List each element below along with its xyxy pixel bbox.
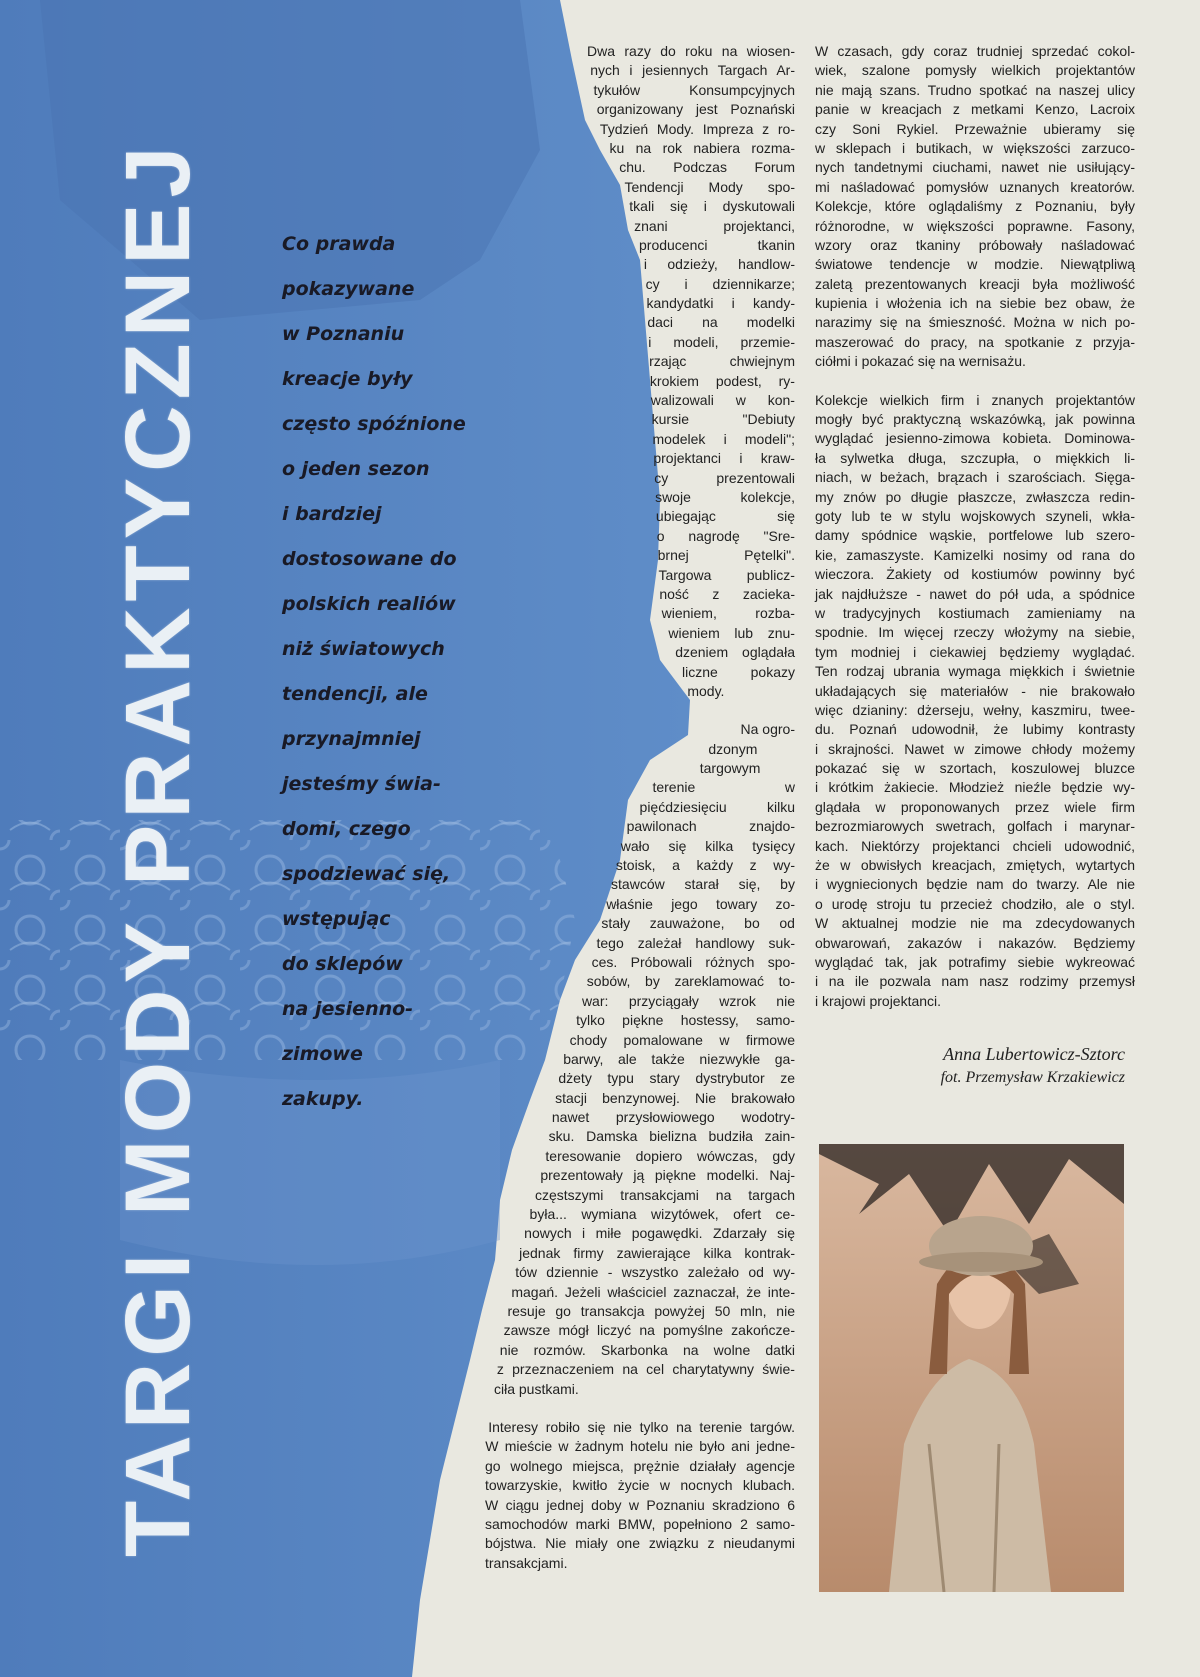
text-line: więc dzianiny: dżerseju, wełny, kaszmiru, twee-: [815, 701, 1135, 718]
text-line: w tradycyjnych kostiumach zamieniamy na: [815, 604, 1135, 621]
text-line: glądała w proponowanych przez wiele firm: [815, 798, 1135, 815]
pull-quote-line: o jeden sezon: [282, 458, 430, 480]
text-line: nawet przysłowiowego wodotry-: [551, 1109, 795, 1126]
text-line: tym modniej i ciekawiej będziemy wyglądać.: [815, 643, 1135, 660]
text-line: ciółmi i pokazać się na wernisażu.: [815, 353, 1026, 370]
text-line: stacji benzynowej. Nie brakowało: [555, 1089, 795, 1106]
text-line: wieczora. Żakiety od kostiumów powinny być: [815, 566, 1135, 583]
text-line: du. Poznań udowodnił, że lubimy kontrasty: [815, 721, 1135, 738]
text-line: wyglądać tak, jak potrafimy siebie wykreować: [815, 953, 1135, 970]
text-line: jak najdłuższe - nawet do pół uda, a spódnice: [815, 585, 1135, 602]
text-line: ność z zacieka-: [659, 585, 795, 602]
text-line: wieniem, rozba-: [661, 605, 795, 622]
text-line: dżety typu stary dystrybutor ze: [558, 1070, 795, 1087]
pull-quote-line: zimowe: [282, 1043, 363, 1065]
text-line: nych i jesiennych Targach Ar-: [590, 62, 795, 79]
text-line: niach, w beżach, brązach i szarościach. Sięga-: [815, 469, 1135, 486]
text-line: tego zależał handlowy suk-: [596, 934, 795, 951]
text-line: pokazać się w szortach, koszulowej bluzce: [815, 760, 1135, 777]
pull-quote-line: w Poznaniu: [282, 323, 405, 345]
text-line: czy Soni Rykiel. Przeważnie ubieramy się: [815, 120, 1135, 137]
text-line: Interesy robiło się nie tylko na terenie targów.: [488, 1418, 795, 1435]
text-line: cy prezentowali: [654, 469, 795, 486]
text-line: ku na rok nabiera rozma-: [609, 139, 795, 156]
text-line: w sklepach i butikach, w większości zarzuco-: [815, 139, 1135, 156]
text-line: war: przyciągały wzrok nie: [581, 992, 795, 1009]
text-line: W czasach, gdy coraz trudniej sprzedać cokol-: [815, 43, 1135, 59]
text-line: chu. Podczas Forum: [619, 159, 795, 176]
text-line: wzory oraz tkaniny próbowały naśladować: [815, 236, 1135, 253]
text-line: światowe tendencje w modzie. Niewątpliwą: [815, 256, 1135, 273]
text-line: transakcjami.: [485, 1554, 568, 1571]
text-line: kandydatki i kandy-: [646, 295, 795, 312]
text-line: jednak firmy zawierające kilka kontrak-: [519, 1244, 795, 1261]
text-line: że w obwisłych kreacjach, zmiętych, wytartych: [815, 857, 1135, 874]
text-line: była... wymiana wizytówek, ofert ce-: [529, 1206, 795, 1223]
text-line: układających się materiałów - nie brakowało: [815, 682, 1135, 699]
text-line: stawców starał się, by: [611, 876, 795, 893]
text-line: Ten rodzaj ubrania wymaga miękkich i świetnie: [815, 663, 1135, 680]
text-line: mody.: [687, 682, 725, 699]
paragraph-gap: [815, 372, 1135, 391]
text-line: goty lub te w stylu wojskowych szyneli, wkła-: [815, 507, 1135, 524]
text-line: tkali się i dyskutowali: [629, 198, 795, 215]
text-line: obwarowań, zakazów i nakazów. Będziemy: [815, 934, 1135, 951]
text-line: bezrozmiarowych swetrach, golfach i marynar-: [815, 818, 1135, 835]
pull-quote-line: pokazywane: [282, 278, 415, 300]
text-line: organizowany jest Poznański: [596, 101, 795, 118]
text-line: modelek i modeli";: [652, 430, 795, 447]
text-line: damy spódnice wąskie, portfelowe lub szero-: [815, 527, 1135, 544]
text-line: narazimy się na śmieszność. Można w nich po-: [815, 314, 1135, 331]
pull-quote-line: niż światowych: [282, 638, 445, 660]
text-line: towarzyskie, kwitło życie w nocnych klubach.: [485, 1477, 795, 1494]
text-line: Na ogro-: [740, 721, 795, 738]
text-line: nych tandetnymi ciuchami, nawet nie usiłujący-: [815, 159, 1135, 176]
text-line: krokiem podest, ry-: [649, 372, 795, 389]
pull-quote: [282, 222, 472, 1122]
text-line: prezentowały ją piękne modelki. Naj-: [540, 1167, 795, 1184]
text-line: o nagrodę "Sre-: [656, 527, 795, 544]
text-line: stały zauważone, bo od: [601, 915, 795, 932]
pull-quote-line: wstępując: [282, 908, 391, 930]
text-line: my znów po długie płaszcze, zwłaszcza redin-: [815, 488, 1135, 505]
text-line: magań. Jeżeli właściciel zaznaczał, że inte-: [511, 1283, 795, 1300]
text-line: liczne pokazy: [681, 663, 795, 680]
text-line: rzając chwiejnym: [649, 353, 795, 370]
text-line: sku. Damska bielizna budziła zain-: [548, 1128, 795, 1145]
text-line: mogły być praktyczną wskazówką, jak powinna: [815, 411, 1135, 428]
pull-quote-line: zakupy.: [282, 1088, 364, 1110]
text-line: znani projektanci,: [634, 217, 795, 234]
text-line: tylko piękne hostessy, samo-: [576, 1012, 795, 1029]
text-line: nowych i miłe pogawędki. Zdarzały się: [524, 1225, 795, 1242]
text-line: W ciągu jednej doby w Poznaniu skradziono 6: [485, 1496, 795, 1513]
text-line: tykułów Konsumpcyjnych: [593, 81, 795, 98]
text-line: maszerować do pracy, na spotkanie z przyja-: [815, 333, 1135, 350]
text-line: i krajowi projektanci.: [815, 992, 942, 1009]
text-line: tów dziennie - wszystko zależało od wy-: [515, 1264, 795, 1281]
text-line: Tydzień Mody. Impreza z ro-: [599, 120, 795, 137]
text-line: z przeznaczeniem na cel charytatywny świe-: [496, 1361, 795, 1378]
text-line: chody pomalowane w firmowe: [569, 1031, 795, 1048]
text-line: projektanci i kraw-: [653, 450, 795, 467]
text-line: wieniem lub znu-: [668, 624, 795, 641]
photo-credit: fot. Przemysław Krzakiewicz: [940, 1069, 1125, 1086]
text-line: i wygniecionych będzie nam do twarzy. Ale nie: [815, 876, 1135, 893]
text-line: i na ile pozwala nam nasz rodzimy przemysł: [815, 973, 1135, 990]
pull-quote-line: kreacje były: [282, 368, 413, 390]
text-line: mi naśladować pomysłów uznanych kreatorów.: [815, 178, 1135, 195]
text-line: panie w kreacjach z metkami Kenzo, Lacroix: [815, 101, 1135, 118]
pull-quote-line: i bardziej: [282, 503, 382, 525]
text-line: i odzieży, handlow-: [643, 256, 795, 273]
text-line: wało się kilka tysięcy: [620, 837, 795, 854]
paragraph-gap: [465, 1399, 795, 1418]
pull-quote-line: jesteśmy świa-: [282, 773, 441, 795]
text-line: częstszymi transakcjami na targach: [534, 1186, 795, 1203]
fashion-photo: [819, 1144, 1124, 1592]
text-line: właśnie jego towary zo-: [606, 895, 795, 912]
pull-quote-line: często spóźnione: [282, 413, 466, 435]
text-line: o urodę stroju tu przecież chodziło, ale o styl.: [815, 895, 1135, 912]
text-line: W aktualnej modzie nie ma zdecydowanych: [815, 915, 1135, 932]
text-line: walizowali w kon-: [650, 392, 795, 409]
text-line: brnej Pętelki".: [657, 547, 795, 564]
text-line: zawsze mógł liczyć na pomyślne zakończe-: [503, 1322, 795, 1339]
text-line: stoisk, a każdy z wy-: [615, 857, 795, 874]
byline: [880, 1042, 1125, 1090]
text-line: dzeniem oglądała: [675, 644, 795, 661]
text-line: wyglądać jesienno-zimowa kobieta. Dominowa-: [815, 430, 1135, 447]
text-line: bójstwa. Nie miały one związku z nieudanymi: [485, 1535, 795, 1552]
text-line: pawilonach znajdo-: [626, 818, 795, 835]
text-line: kach. Niektórzy projektanci chcieli udowodnić,: [815, 837, 1135, 854]
text-line: różnorodne, w większości poprawne. Fasony,: [815, 217, 1135, 234]
text-line: zaletą prezentowanych kreacji była możliwość: [815, 275, 1135, 292]
text-line: wiek, szalone pomysły wielkich projektantów: [815, 62, 1135, 79]
author-name: Anna Lubertowicz-Sztorc: [943, 1044, 1125, 1064]
text-line: ła sylwetka długa, szczupła, o miękkich li-: [815, 449, 1135, 466]
text-line: Kolekcje wielkich firm i znanych projektantów: [815, 391, 1135, 408]
text-line: samochodów marki BMW, popełniono 2 samo-: [485, 1515, 795, 1532]
text-line: kie, zamaszyste. Kamizelki nosimy od rana do: [815, 546, 1135, 563]
text-line: pięćdziesięciu kilku: [639, 798, 795, 815]
text-line: producenci tkanin: [639, 236, 795, 253]
text-line: dzonym: [708, 740, 758, 757]
text-line: Tendencji Mody spo-: [624, 178, 795, 195]
text-line: nie mają szans. Trudno spotkać na naszej ulicy: [815, 81, 1135, 98]
text-line: resuje go transakcja powyżej 50 mln, nie: [507, 1303, 795, 1319]
text-line: ces. Próbowali różnych spo-: [591, 953, 795, 970]
text-line: kupienia i włożenia ich na siebie bez obaw, że: [815, 295, 1135, 312]
pull-quote-line: dostosowane do: [282, 548, 457, 570]
pull-quote-line: domi, czego: [282, 818, 411, 840]
pull-quote-line: tendencji, ale: [282, 683, 428, 705]
pull-quote-line: Co prawda: [282, 233, 396, 255]
text-line: Dwa razy do roku na wiosen-: [587, 43, 795, 59]
text-line: W mieście w żadnym hotelu nie było ani jedne-: [485, 1438, 795, 1455]
text-line: i krótkim żakiecie. Młodzież nieźle będzie wy-: [815, 779, 1135, 796]
text-line: Targowa publicz-: [658, 566, 795, 583]
text-line: go wolnego miejsca, prężnie działały agencje: [485, 1457, 795, 1474]
paragraph-gap: [465, 701, 795, 720]
text-line: spodnie. Im więcej rzeczy włożymy na siebie,: [815, 624, 1135, 641]
pull-quote-line: na jesienno-: [282, 998, 414, 1020]
text-line: nie rozmów. Skarbonka na wolne datki: [499, 1341, 795, 1358]
pull-quote-line: spodziewać się,: [282, 863, 451, 885]
text-line: cy i dziennikarze;: [645, 275, 795, 292]
article-column-left: [465, 42, 795, 1573]
text-line: ubiegając się: [655, 508, 795, 525]
text-line: teresowanie dopiero wówczas, gdy: [545, 1147, 795, 1164]
text-line: swoje kolekcje,: [655, 488, 795, 505]
text-line: daci na modelki: [647, 314, 795, 331]
text-line: sobów, by zareklamować to-: [586, 973, 795, 990]
headline: TARGI MODY PRAKTYCZNEJ: [107, 140, 209, 1557]
text-line: Kolekcje, które oglądaliśmy z Poznaniu, były: [815, 198, 1135, 215]
text-line: terenie w: [652, 779, 795, 796]
text-line: targowym: [699, 760, 761, 777]
article-column-right: [815, 42, 1135, 1011]
text-line: kursie "Debiuty: [651, 411, 795, 428]
pull-quote-line: przynajmniej: [282, 728, 421, 750]
text-line: barwy, ale także niezwykłe ga-: [563, 1050, 795, 1067]
text-line: i skrajności. Nawet w zimowe chłody możemy: [815, 740, 1135, 757]
text-line: i modeli, przemie-: [648, 333, 795, 350]
pull-quote-line: polskich realiów: [282, 593, 456, 615]
pull-quote-line: do sklepów: [282, 953, 403, 975]
text-line: ciła pustkami.: [493, 1380, 579, 1397]
